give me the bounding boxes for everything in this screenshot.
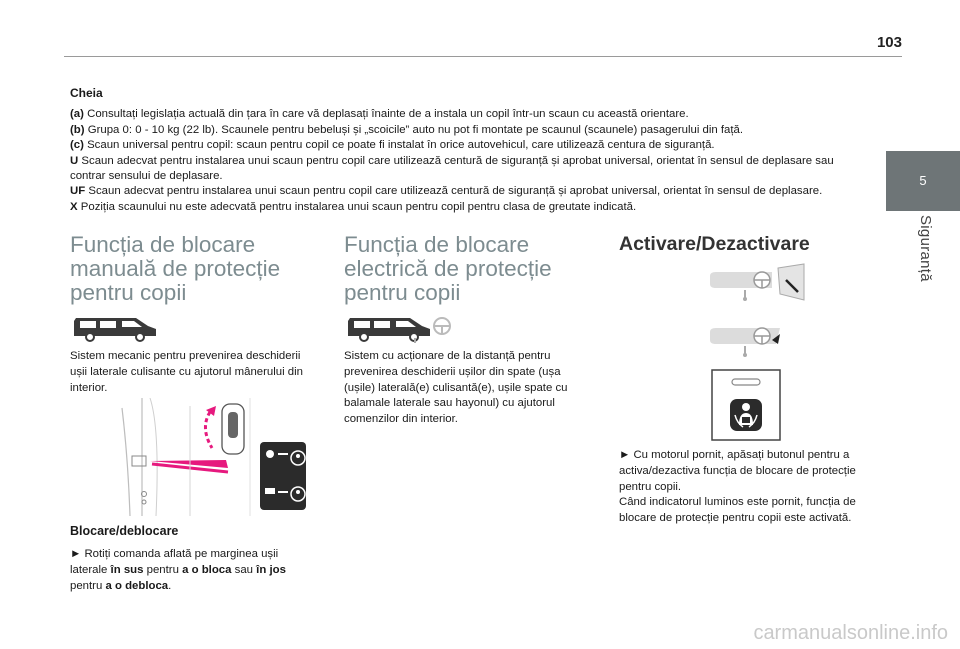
chapter-tab[interactable] — [886, 151, 960, 211]
section-heading-line: pentru copii — [70, 280, 187, 305]
key-line — [70, 123, 870, 138]
van-with-steering-icon — [344, 312, 454, 344]
key-line — [70, 107, 870, 122]
key-line — [70, 154, 870, 185]
text-run: . — [168, 579, 172, 592]
col-manual-lock-steps — [70, 547, 315, 594]
paragraph-line: (ușile) laterală(e) culisantă(e), ușile spate cu — [344, 381, 568, 394]
key-text: Grupa 0: 0 - 10 kg (22 lb). Scaunele pentru bebeluși și „scoicile” auto nu pot fi montate pe scaunul (scaunele) pasagerului din față. — [84, 123, 744, 136]
paragraph-line: interior. — [70, 381, 108, 394]
bold-run: în jos — [256, 563, 286, 576]
text-run: pentru — [143, 563, 183, 576]
paragraph-line: pentru copii. — [619, 480, 682, 493]
key-text: Scaun universal pentru copil: scaun pentru copil ce poate fi instalat în orice autovehicul, care utilizează centura de siguranță. — [83, 139, 715, 152]
text-run: sau — [231, 563, 257, 576]
van-icon — [70, 312, 160, 342]
key-legend — [70, 86, 870, 215]
key-text: Scaun adecvat pentru instalarea unui scaun pentru copil care utilizează centură de siguranță și aprobat universal, orientat în sensul de deplasare sau contrar sensului de deplasare. — [70, 154, 834, 183]
paragraph-line: activa/dezactiva funcția de blocare de protecție — [619, 464, 856, 477]
col-activate-text — [619, 448, 864, 527]
paragraph-line — [70, 563, 315, 579]
door-lock-illustration — [120, 398, 320, 518]
paragraph-line: balamale laterale sau hayonul) cu ajutorul — [344, 397, 555, 410]
key-tag: X — [70, 200, 78, 213]
col-electric-lock-heading — [344, 233, 589, 305]
chapter-title — [895, 215, 955, 305]
key-text: Consultați legislația actuală din țara în care vă deplasați înainte de a instala un copil într-un scaun cu această orientare. — [83, 108, 689, 121]
key-tag: (c) — [70, 139, 84, 152]
section-heading-line: electrică de protecție — [344, 256, 552, 281]
section-heading-activate: Activare/Dezactivare — [619, 233, 810, 255]
section-heading-line: Funcția de blocare — [344, 232, 530, 257]
paragraph-line: ► Rotiți comanda aflată pe marginea ușii — [70, 548, 279, 560]
key-line — [70, 200, 870, 215]
paragraph-line: ușii laterale culisante cu ajutorul mânerului din — [70, 365, 304, 378]
dashboard-steering-icon — [706, 318, 810, 358]
paragraph-line: Sistem cu acționare de la distanță pentru — [344, 350, 551, 362]
key-tag: (a) — [70, 108, 84, 121]
key-line — [70, 184, 870, 199]
chapter-title-text: Siguranță — [917, 215, 934, 282]
paragraph-line — [70, 579, 315, 595]
child-lock-button-icon[interactable] — [711, 369, 781, 441]
bold-run: în sus — [110, 563, 144, 576]
col-manual-lock-heading — [70, 233, 315, 305]
key-tag: (b) — [70, 123, 85, 136]
paragraph-line: blocare de protecție pentru copii este activată. — [619, 512, 852, 525]
key-text: Poziția scaunului nu este adecvată pentru instalarea unui scaun pentru copil pentru clasa de greutate indicată. — [77, 200, 637, 213]
paragraph-line: ► Cu motorul pornit, apăsați butonul pentru a — [619, 449, 850, 461]
key-title: Cheia — [70, 86, 103, 100]
key-line — [70, 138, 870, 153]
bold-run: a o debloca — [105, 579, 169, 592]
paragraph-line: Sistem mecanic pentru prevenirea deschiderii — [70, 350, 301, 362]
key-tag: U — [70, 154, 79, 167]
paragraph-line: comenzilor din interior. — [344, 413, 458, 426]
subheading-lock-unlock: Blocare/deblocare — [70, 524, 179, 538]
section-heading-line: Funcția de blocare — [70, 232, 256, 257]
col-electric-lock-text — [344, 349, 589, 428]
key-tag: UF — [70, 185, 86, 198]
header-rule — [64, 56, 902, 57]
paragraph-line: prevenirea deschiderii ușilor din spate (ușa — [344, 365, 561, 378]
section-heading-line: manuală de protecție — [70, 256, 281, 281]
text-run: pentru — [70, 579, 106, 592]
chapter-number: 5 — [919, 173, 927, 188]
footer-watermark: carmanualsonline.info — [753, 622, 948, 644]
bold-run: a o bloca — [182, 563, 232, 576]
dashboard-steering-door-icon — [706, 262, 810, 302]
col-manual-lock-intro — [70, 349, 315, 396]
key-text: Scaun adecvat pentru instalarea unui scaun pentru copil care utilizează centură de siguranță și aprobat universal, orientat în sensul de deplasare. — [85, 185, 823, 198]
section-heading-line: pentru copii — [344, 280, 461, 305]
page-number: 103 — [876, 34, 902, 51]
text-run: laterale — [70, 563, 111, 576]
paragraph-line: Când indicatorul luminos este pornit, funcția de — [619, 496, 856, 509]
